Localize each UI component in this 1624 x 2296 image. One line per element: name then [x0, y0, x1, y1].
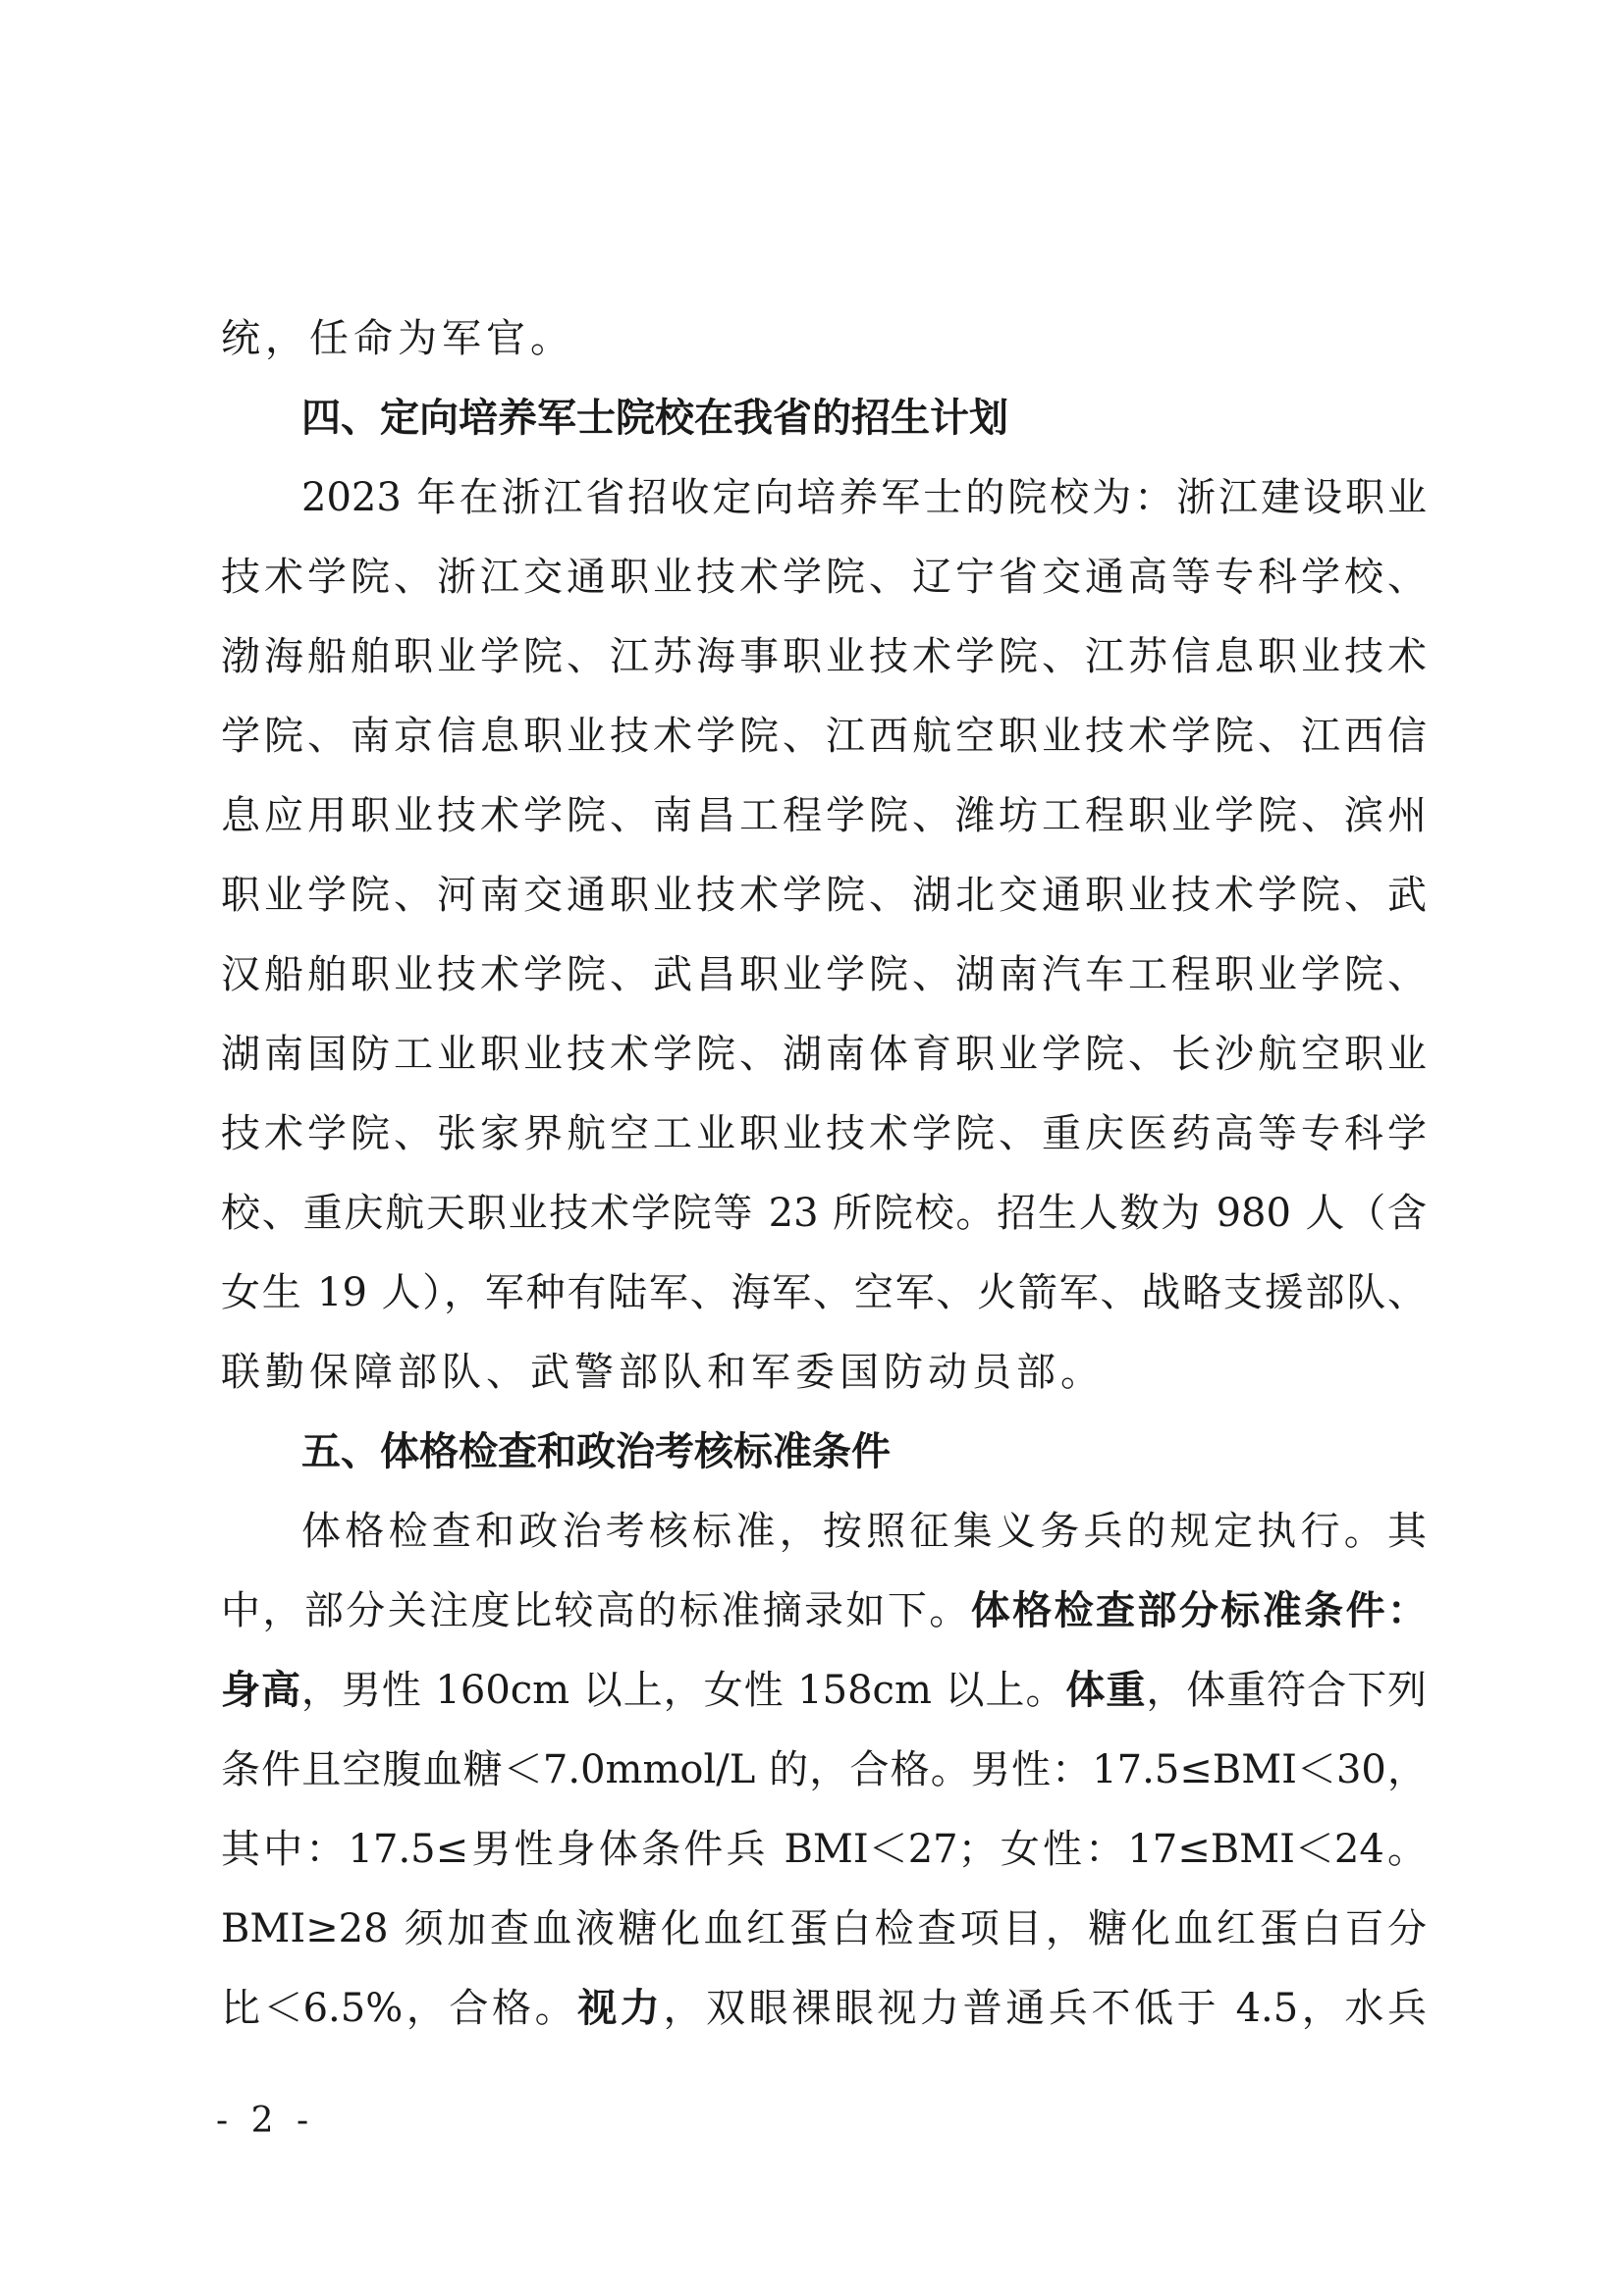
section-5-line: 其中：17.5≤男性身体条件兵 BMI＜27；女性：17≤BMI＜24。 — [221, 1827, 1427, 1872]
section-5-line — [221, 1651, 1427, 1731]
section-5-line — [221, 1969, 1427, 2049]
text-span: 中，部分关注度比较高的标准摘录如下。 — [221, 1588, 971, 1633]
section-4-line: 湖南国防工业职业技术学院、湖南体育职业学院、长沙航空职业 — [221, 1032, 1427, 1077]
text-span: 比＜6.5%，合格。 — [221, 1986, 578, 2031]
section-4-line: 汉船舶职业技术学院、武昌职业学院、湖南汽车工程职业学院、 — [221, 952, 1427, 997]
section-4-line: 息应用职业技术学院、南昌工程学院、潍坊工程职业学院、滨州 — [221, 793, 1427, 838]
section-5-heading: 五、体格检查和政治考核标准条件 — [301, 1429, 891, 1474]
text-span: ，双眼裸眼视力普通兵不低于 4.5，水兵 — [663, 1986, 1428, 2031]
bold-term: 身高 — [221, 1668, 301, 1713]
section-5-line: 条件且空腹血糖＜7.0mmol/L 的，合格。男性：17.5≤BMI＜30， — [221, 1747, 1427, 1792]
bold-term: 体格检查部分标准条件： — [970, 1588, 1428, 1633]
document-body — [221, 299, 1427, 2049]
section-4-line: 技术学院、浙江交通职业技术学院、辽宁省交通高等专科学校、 — [221, 555, 1427, 600]
section-5-line: 体格检查和政治考核标准，按照征集义务兵的规定执行。其 — [301, 1509, 1427, 1554]
section-5-line — [221, 1572, 1427, 1651]
text-span: ，体重符合下列 — [1146, 1668, 1428, 1713]
text-span: ，男性 160cm 以上，女性 158cm 以上。 — [300, 1668, 1066, 1713]
section-5-line: BMI≥28 须加查血液糖化血红蛋白检查项目，糖化血红蛋白百分 — [221, 1906, 1427, 1951]
section-4-heading: 四、定向培养军士院校在我省的招生计划 — [301, 396, 1008, 441]
intro-line: 统，任命为军官。 — [221, 316, 574, 361]
section-4-line: 联勤保障部队、武警部队和军委国防动员部。 — [221, 1350, 1105, 1395]
bold-term: 体重 — [1065, 1668, 1147, 1713]
section-4-line: 技术学院、张家界航空工业职业技术学院、重庆医药高等专科学 — [221, 1111, 1427, 1156]
section-4-line: 校、重庆航天职业技术学院等 23 所院校。招生人数为 980 人（含 — [221, 1191, 1427, 1236]
page-number: - 2 - — [216, 2101, 315, 2141]
bold-term: 视力 — [577, 1986, 664, 2031]
section-4-line: 学院、南京信息职业技术学院、江西航空职业技术学院、江西信 — [221, 714, 1427, 759]
section-4-line: 女生 19 人），军种有陆军、海军、空军、火箭军、战略支援部队、 — [221, 1270, 1427, 1315]
section-4-line: 职业学院、河南交通职业技术学院、湖北交通职业技术学院、武 — [221, 873, 1427, 918]
section-4-line: 2023 年在浙江省招收定向培养军士的院校为：浙江建设职业 — [301, 475, 1427, 520]
section-4-line: 渤海船舶职业学院、江苏海事职业技术学院、江苏信息职业技术 — [221, 634, 1427, 679]
